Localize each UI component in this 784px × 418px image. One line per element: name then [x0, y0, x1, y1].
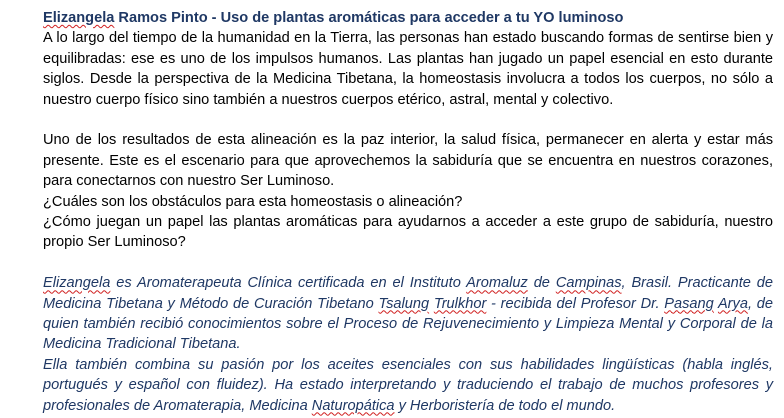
- bio-author-name: Elizangela: [43, 275, 111, 292]
- document-title: [43, 8, 773, 28]
- method-name-2: Trulkhor: [433, 295, 487, 312]
- paragraph-1: A lo largo del tiempo de la humanidad en la Tierra, las personas han estado buscando formas de sentirse bien y equilibradas: ese es uno de los impulsos humanos. Las plantas han jugado un papel esencial en esto durante siglos. Desde la perspectiva de la Medicina Tibetana, la homeostasis involucra a todos los cuerpos, no sólo a nuestro cuerpo físico sino también a nuestros cuerpos etérico, astral, mental y colectivo.: [43, 30, 773, 108]
- title-author-name: Elizangela: [43, 10, 115, 26]
- bio-text: de: [527, 275, 556, 292]
- professor-last-name: Arya: [717, 295, 748, 312]
- professor-first-name: Pasang: [664, 295, 714, 312]
- method-name-1: Tsalung: [378, 295, 430, 312]
- document-body: [43, 8, 773, 416]
- blank-line: [43, 110, 773, 130]
- institute-name: Aromaluz: [466, 275, 528, 292]
- bio-paragraph-1: [43, 273, 773, 355]
- blank-line: [43, 253, 773, 273]
- naturopathy-word: Naturopática: [311, 397, 395, 414]
- bio-text: es Aromaterapeuta Clínica certificada en el Instituto: [110, 275, 467, 292]
- bio-text: Ella también combina su pasión por los aceites esenciales con sus habilidades lingüísticas (habla inglés, portugués y español con fluidez). Ha estado interpretando y traduciendo el trabajo de muchos profesores y profesionales de Aromaterapia, Medicina: [43, 356, 773, 414]
- bio-paragraph-2: [43, 355, 773, 416]
- bio-text: , de quien también recibió conocimientos sobre el Proceso de Rejuvenecimiento y Limpieza Mental y Corporal de la Medicina Tradicional Tibetana.: [43, 295, 773, 353]
- question-2: ¿Cómo juegan un papel las plantas aromáticas para ayudarnos a acceder a este grupo de sabiduría, nuestro propio Ser Luminoso?: [43, 214, 773, 251]
- bio-text: , Brasil. Practicante de Medicina Tibetana y Método de Curación Tibetano: [43, 275, 773, 312]
- question-1: ¿Cuáles son los obstáculos para esta homeostasis o alineación?: [43, 193, 463, 210]
- paragraph-2: Uno de los resultados de esta alineación es la paz interior, la salud física, permanecer en alerta y estar más presente. Este es el escenario para que aprovechemos la sabiduría que se encuentra en nuestros corazones, para conectarnos con nuestro Ser Luminoso.: [43, 132, 773, 190]
- bio-text: - recibida del Profesor Dr.: [486, 295, 665, 312]
- bio-text: y Herboristería de todo el mundo.: [394, 397, 616, 414]
- city-name: Campinas: [555, 275, 622, 292]
- title-text: Ramos Pinto - Uso de plantas aromáticas para acceder a tu YO luminoso: [114, 10, 624, 26]
